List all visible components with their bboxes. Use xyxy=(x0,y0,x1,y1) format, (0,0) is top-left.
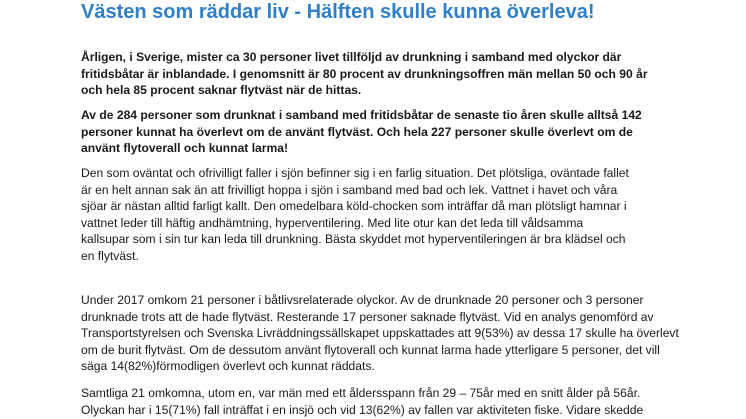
stats-line: personer kunnat ha överlevt om de använt flytväst. Och hela 227 personer skulle överlevt om de xyxy=(81,124,633,139)
year-2017-line: säga 14(82%)förmodligen överlevt och kunnat räddats. xyxy=(81,359,375,374)
stats-paragraph xyxy=(81,107,701,157)
situation-line: sjöar är nästan alltid farligt kallt. Den omedelbara köld-chocken som inträffar då man plötsligt hamnar i xyxy=(81,199,627,214)
year-2017-line: Under 2017 omkom 21 personer i båtlivsrelaterade olyckor. Av de drunknade 20 personer och 3 personer xyxy=(81,293,644,307)
page-title: Västen som räddar liv - Hälften skulle kunna överleva! xyxy=(81,1,595,23)
year-2017-line: Transportstyrelsen och Svenska Livräddningssällskapet uppskattades att 9(53%) av dessa 17 skulle ha överlevt xyxy=(81,326,679,341)
year-2017-paragraph xyxy=(81,292,701,375)
situation-line: Den som oväntat och ofrivilligt faller i sjön befinner sig i en farlig situation. Det plötsliga, oväntade fallet xyxy=(81,166,629,180)
stats-line: använt flytoverall och kunnat larma! xyxy=(81,141,288,156)
stats-line: Av de 284 personer som drunknat i samband med fritidsbåtar de senaste tio åren skulle alltså 142 xyxy=(81,108,642,122)
summary-line: Olyckan har i 15(71%) fall inträffat i en insjö och vid 13(62%) av fallen var aktiviteten fiske. Vidare skedde xyxy=(81,402,644,417)
situation-paragraph xyxy=(81,165,701,265)
intro-line: och hela 85 procent saknar flytväst när de hittas. xyxy=(81,83,362,98)
summary-line: Samtliga 21 omkomna, utom en, var män med ett åldersspann från 29 – 75år med en snitt ålder på 56år. xyxy=(81,386,641,400)
situation-line: kallsupar som i sin tur kan leda till drunkning. Bästa skyddet mot hyperventileringen är bra klädsel och xyxy=(81,232,626,247)
intro-line: Årligen, i Sverige, mister ca 30 personer livet tillföljd av drunkning i samband med olyckor där xyxy=(81,50,622,64)
situation-line: vattnet leder till häftig andhämtning, hyperventilering. Med lite otur kan det leda till våldsamma xyxy=(81,215,584,230)
situation-line: är en helt annan sak än att frivilligt hoppa i sjön i samband med bad och lek. Vattnet i havet och våra xyxy=(81,182,618,197)
year-2017-line: drunknade trots att de hade flytväst. Resterande 17 personer saknade flytväst. Vid en analys genomförd av xyxy=(81,309,654,324)
situation-line: en flytväst. xyxy=(81,248,139,263)
intro-line: fritidsbåtar är inblandade. I genomsnitt är 80 procent av drunkningsoffren män mellan 50 och 90 år xyxy=(81,66,648,81)
year-2017-line: om de burit flytväst. Om de dessutom använt flytoverall och kunnat larma hade ytterligare 5 personer, det vill xyxy=(81,342,660,357)
intro-paragraph xyxy=(81,49,701,99)
summary-paragraph xyxy=(81,385,701,418)
